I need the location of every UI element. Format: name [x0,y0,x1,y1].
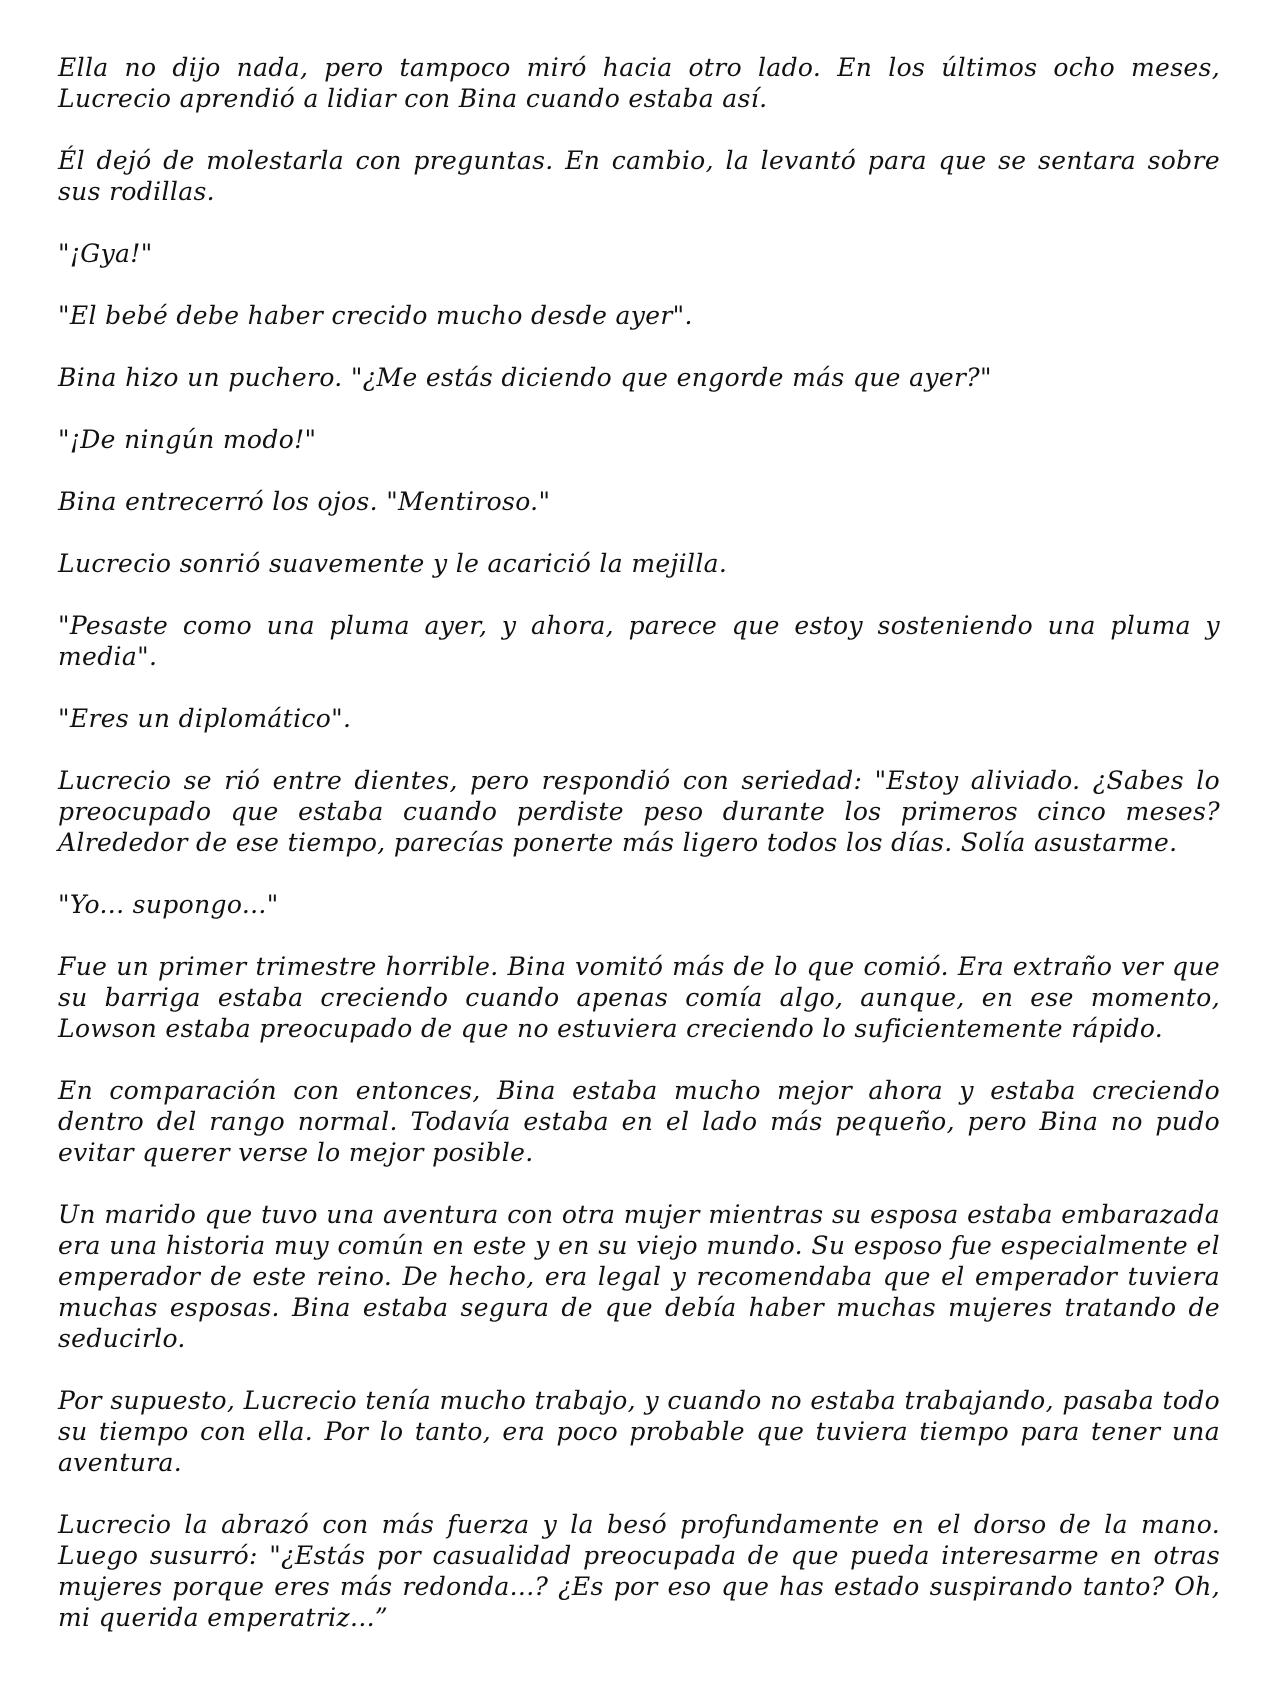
paragraph: "Eres un diplomático". [58,704,352,733]
paragraph: "¡Gya!" [58,239,153,268]
paragraph: Ella no dijo nada, pero tampoco miró hacia otro lado. En los últimos ocho meses, Lucrecio aprendió a lidiar con Bina cuando estaba así. [58,53,1220,113]
paragraph: Lucrecio la abrazó con más fuerza y la besó profundamente en el dorso de la mano. Luego susurró: "¿Estás por casualidad preocupada de que pueda interesarme en otras mujeres porque eres más redonda...? ¿Es por eso que has estado suspirando tanto? Oh, mi querida emperatriz...” [58,1510,1220,1632]
document-page [58,52,1220,1664]
paragraph: "¡De ningún modo!" [58,425,317,454]
paragraph: Por supuesto, Lucrecio tenía mucho trabajo, y cuando no estaba trabajando, pasaba todo su tiempo con ella. Por lo tanto, era poco probable que tuviera tiempo para tener una aventura. [58,1386,1220,1477]
paragraph: "Yo... supongo..." [58,890,279,919]
paragraph: Lucrecio sonrió suavemente y le acarició la mejilla. [58,549,728,578]
paragraph: "Pesaste como una pluma ayer, y ahora, parece que estoy sosteniendo una pluma y media". [58,611,1220,671]
paragraph: Un marido que tuvo una aventura con otra mujer mientras su esposa estaba embarazada era una historia muy común en este y en su viejo mundo. Su esposo fue especialmente el emperador de este reino. De hecho, era legal y recomendaba que el emperador tuviera muchas esposas. Bina estaba segura de que debía haber muchas mujeres tratando de seducirlo. [58,1200,1220,1353]
paragraph: En comparación con entonces, Bina estaba mucho mejor ahora y estaba creciendo dentro del rango normal. Todavía estaba en el lado más pequeño, pero Bina no pudo evitar querer verse lo mejor posible. [58,1076,1220,1167]
paragraph: Fue un primer trimestre horrible. Bina vomitó más de lo que comió. Era extraño ver que su barriga estaba creciendo cuando apenas comía algo, aunque, en ese momento, Lowson estaba preocupado de que no estuviera creciendo lo suficientemente rápido. [58,952,1220,1043]
paragraph: "El bebé debe haber crecido mucho desde ayer". [58,301,693,330]
paragraph: Él dejó de molestarla con preguntas. En cambio, la levantó para que se sentara sobre sus rodillas. [58,146,1220,206]
paragraph: Lucrecio se rió entre dientes, pero respondió con seriedad: "Estoy aliviado. ¿Sabes lo preocupado que estaba cuando perdiste peso durante los primeros cinco meses? Alrededor de ese tiempo, parecías ponerte más ligero todos los días. Solía asustarme. [58,766,1220,857]
paragraph: Bina hizo un puchero. "¿Me estás diciendo que engorde más que ayer?" [58,363,992,392]
paragraph: Bina entrecerró los ojos. "Mentiroso." [58,487,551,516]
